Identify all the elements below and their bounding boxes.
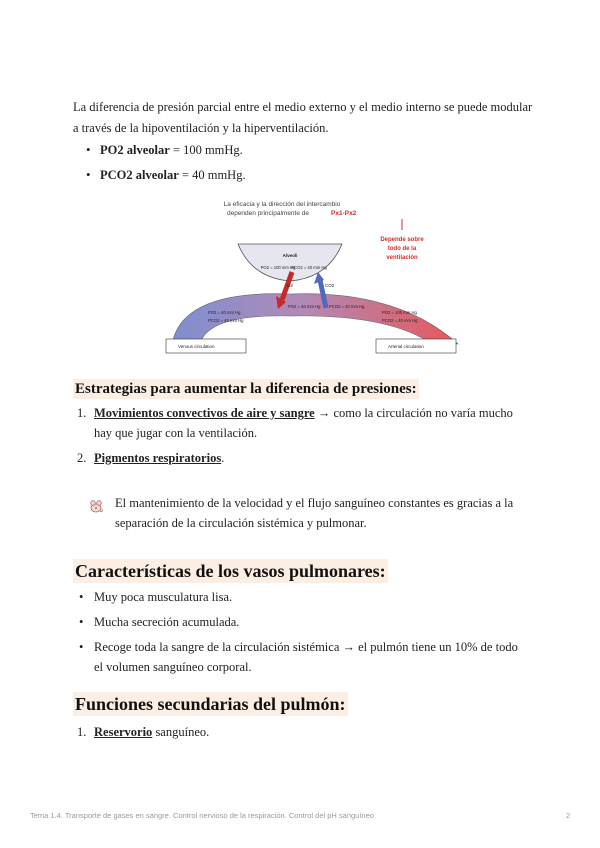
arterial-label: Arterial circulation (388, 344, 424, 349)
mid-po2: PO2 = 40 mm Hg (288, 304, 321, 309)
note-text: El mantenimiento de la velocidad y el flujo sanguíneo constantes es gracias a la separación de la circulación sistémica y pulmonar. (115, 496, 514, 530)
list-item: • Muy poca musculatura lisa. (94, 587, 524, 607)
mid-pco2: PCO2 = 40 mm Hg (329, 304, 365, 309)
alveolus-label: Alveoli (282, 253, 298, 258)
list-item (77, 448, 534, 468)
po2-label: PO2 alveolar (100, 143, 170, 157)
arterial-pco2: PCO2 = 40 mm Hg (382, 318, 418, 323)
item-bold: Movimientos convectivos de aire y sangre (94, 406, 315, 420)
item-number: 2. (77, 451, 87, 465)
item-bold: Reservorio (94, 725, 153, 739)
o2-label: O2 (287, 283, 294, 288)
list-item: • Recoge toda la sangre de la circulación sistémica → el pulmón tiene un 10% de todo el volumen sanguíneo corporal. (94, 637, 524, 677)
caption-line1: La eficacia y la dirección del intercambio (223, 201, 341, 208)
venous-po2: PO2 = 40 mm Hg (208, 310, 241, 315)
list-item (100, 141, 243, 159)
list-item (100, 166, 246, 184)
item-rest: . (221, 451, 225, 465)
section-title-caracteristicas: Características de los vasos pulmonares: (75, 561, 386, 581)
caption-highlight: Px1-Px2 (331, 210, 357, 217)
item-number: 1. (77, 725, 87, 739)
intro-paragraph: La diferencia de presión parcial entre el medio externo y el medio interno se puede modular a través de la hipoventilación y la hiperventilación. (73, 100, 533, 135)
gas-exchange-figure (164, 196, 460, 358)
arterial-po2: PO2 = 100 mm Hg (382, 310, 417, 315)
co2-label: CO2 (325, 283, 335, 288)
list-item (77, 722, 534, 742)
list-item (77, 403, 534, 443)
alveolus-po2: PO2 = 100 mm Hg (260, 265, 296, 270)
section-title-estrategias: Estrategias para aumentar la diferencia de presiones: (75, 381, 417, 397)
venous-label: Venous circulation (178, 344, 215, 349)
alveolus-pco2: PCO2 = 40 mm Hg (291, 265, 327, 270)
annotation-line2: todo de la (387, 246, 417, 252)
item-rest: sanguíneo. (152, 725, 210, 739)
footer-text: Tema 1.4. Transporte de gases en sangre. Control nervioso de la respiración. Control del pH sanguíneo (30, 811, 374, 820)
annotation-line1: Depende sobre (380, 237, 424, 243)
venous-pco2: PCO2 = 46 mm Hg (208, 318, 244, 323)
mouse-icon (88, 498, 104, 514)
list-item: • Mucha secreción acumulada. (94, 612, 524, 632)
pco2-label: PCO2 alveolar (100, 168, 179, 182)
po2-value: = 100 mmHg. (169, 143, 243, 157)
item-number: 1. (77, 406, 87, 420)
item-rest: → como la circulación no varía mucho hay que jugar con la ventilación. (94, 406, 513, 440)
item-bold: Pigmentos respiratorios (94, 451, 222, 465)
section-title-funciones: Funciones secundarias del pulmón: (75, 694, 346, 714)
page-number: 2 (566, 811, 571, 820)
annotation-line3: ventilación (386, 255, 418, 261)
pco2-value: = 40 mmHg. (178, 168, 246, 182)
caption-line2: dependen principalmente de (226, 210, 310, 217)
